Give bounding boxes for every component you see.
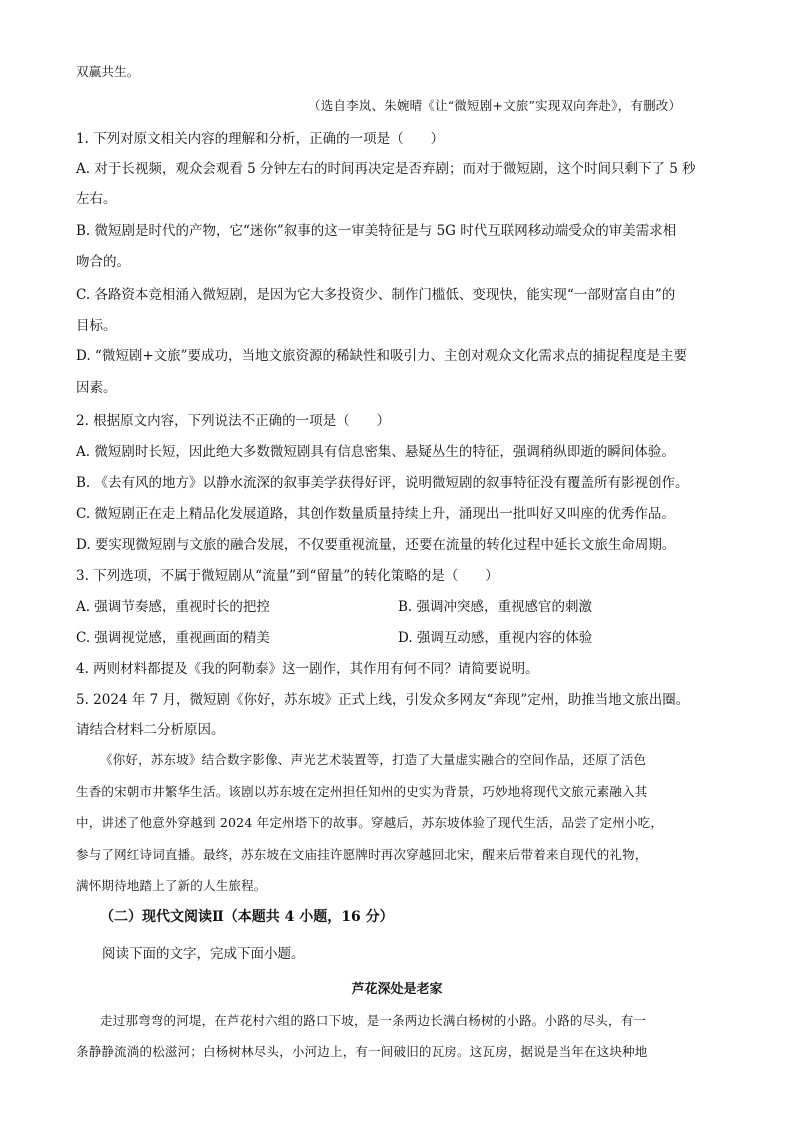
question-3-option-a: A. 强调节奏感，重视时长的把控 [76,599,270,615]
question-1-stem: 1. 下列对原文相关内容的理解和分析，正确的一项是（ ） [76,131,445,147]
question-3-option-b: B. 强调冲突感，重视感官的刺激 [398,599,593,615]
reading-instruction: 阅读下面的文字，完成下面小题。 [102,946,305,962]
question-2-option-b: B. 《去有风的地方》以静水流深的叙事美学获得好评，说明微短剧的叙事特征没有覆盖所有影视创作。 [76,475,689,491]
intro-closing-line: 双赢共生。 [76,64,140,79]
story-title: 芦花深处是老家 [351,982,443,997]
material-paragraph-line: 生香的宋朝市井繁华生活。该剧以苏东坡在定州担任知州的史实为背景，巧妙地将现代文旅元素融入其 [76,784,648,799]
question-5-stem: 5. 2024 年 7 月，微短剧《你好，苏东坡》正式上线，引发众多网友“奔现”定州，助推当地文旅出圈。 [76,692,690,708]
question-1-option-b: B. 微短剧是时代的产物，它“迷你”叙事的这一审美特征是与 5G 时代互联网移动端受众的审美需求相 [76,223,677,239]
question-1-option-c: C. 各路资本竞相涌入微短剧，是因为它大多投资少、制作门槛低、变现快，能实现“一部财富自由”的 [76,287,676,303]
question-1-option-a-cont: 左右。 [76,191,117,207]
material-paragraph-line: 满怀期待地踏上了新的人生旅程。 [76,878,267,893]
question-1-option-d: D. “微短剧+文旅”要成功，当地文旅资源的稀缺性和吸引力、主创对观众文化需求点的捕捉程度是主要 [76,348,688,364]
story-paragraph-line: 走过那弯弯的河堤，在芦花村六组的路口下坡，是一条两边长满白杨树的小路。小路的尽头，有一 [100,1013,647,1028]
question-3-stem: 3. 下列选项，不属于微短剧从“流量”到“留量”的转化策略的是（ ） [76,568,499,584]
section-heading: （二）现代文阅读Ⅱ（本题共 4 小题，16 分） [100,909,394,925]
question-5-stem-cont: 请结合材料二分析原因。 [76,722,225,738]
material-paragraph-line: 中，讲述了他意外穿越到 2024 年定州塔下的故事。穿越后，苏东坡体验了现代生活，品尝了定州小吃， [76,815,664,830]
question-2-option-d: D. 要实现微短剧与文旅的融合发展，不仅要重视流量，还要在流量的转化过程中延长文旅生命周期。 [76,537,676,553]
question-2-stem: 2. 根据原文内容，下列说法不正确的一项是（ ） [76,413,391,429]
story-paragraph-line: 条静静流淌的松滋河；白杨树林尽头，小河边上，有一间破旧的瓦房。这瓦房，据说是当年在这块种地 [76,1044,648,1059]
question-1-option-b-cont: 吻合的。 [76,254,130,270]
material-paragraph-line: 《你好，苏东坡》结合数字影像、声光艺术装置等，打造了大量虚实融合的空间作品，还原了活色 [100,752,647,767]
question-3-option-d: D. 强调互动感，重视内容的体验 [398,630,593,646]
question-2-option-c: C. 微短剧正在走上精品化发展道路，其创作数量质量持续上升，涌现出一批叫好又叫座的优秀作品。 [76,506,675,522]
material-paragraph-line: 参与了网红诗词直播。最终，苏东坡在文庙挂许愿牌时再次穿越回北宋，醒来后带着来自现代的礼物， [76,847,648,862]
question-3-option-c: C. 强调视觉感，重视画面的精美 [76,630,270,646]
question-2-option-a: A. 微短剧时长短，因此绝大多数微短剧具有信息密集、悬疑丛生的特征，强调稍纵即逝的瞬间体验。 [76,444,675,460]
question-4-stem: 4. 两则材料都提及《我的阿勒泰》这一剧作，其作用有何不同？请简要说明。 [76,661,539,677]
source-citation: （选自李岚、朱婉晴《让“微短剧+文旅”实现双向奔赴》，有删改） [308,98,682,113]
question-1-option-c-cont: 目标。 [76,318,117,334]
question-1-option-a: A. 对于长视频，观众会观看 5 分钟左右的时间再决定是否弃剧；而对于微短剧，这个时间只剩下了 5 秒 [76,161,696,177]
question-1-option-d-cont: 因素。 [76,380,117,396]
